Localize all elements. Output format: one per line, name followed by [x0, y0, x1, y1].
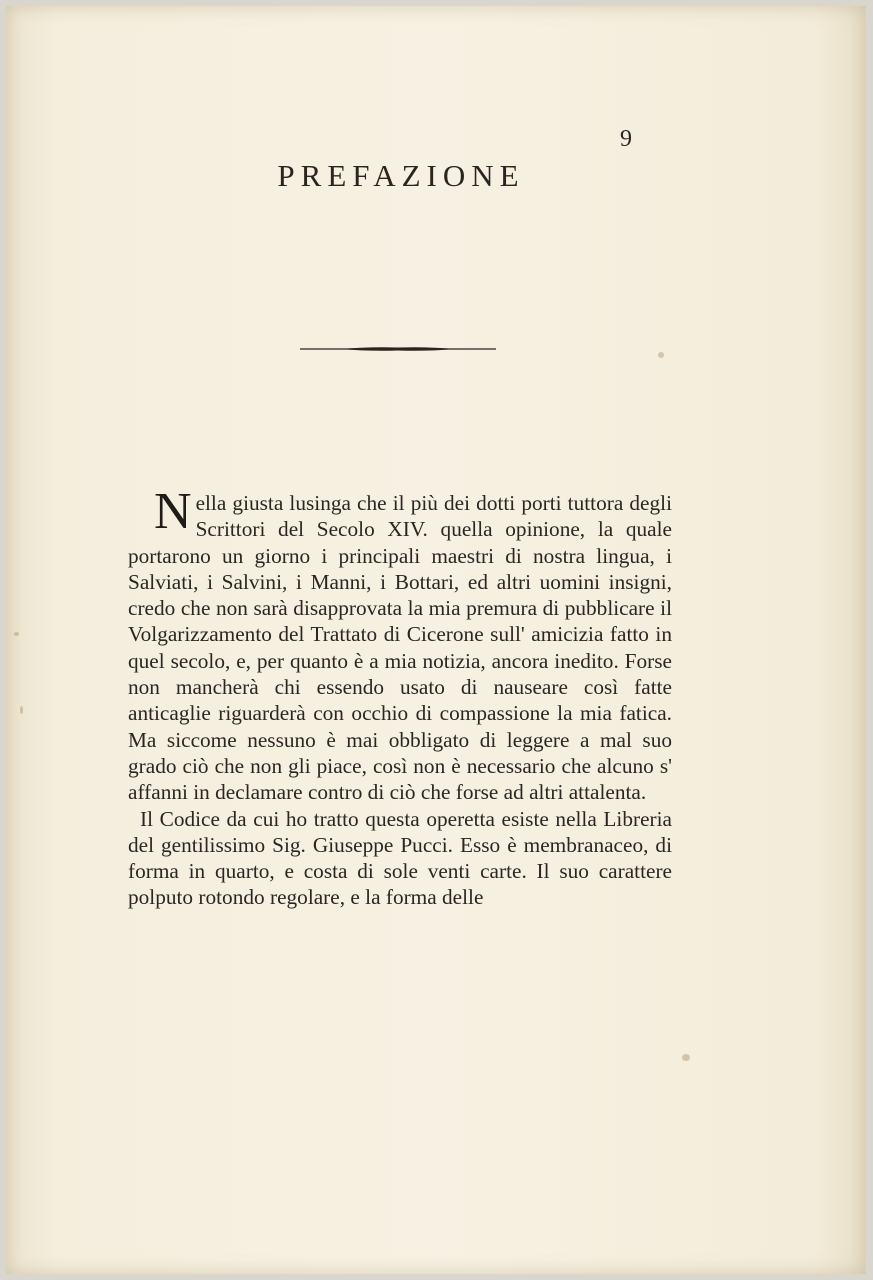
paragraph-second-text: Il Codice da cui ho tratto questa operetta esiste nella Libreria del gentilissimo Sig. Giuseppe Pucci. Esso è membranaceo, di forma in quarto, e costa di sole venti carte. Il suo carattere polputo rotondo regolare, e la forma delle [128, 806, 672, 910]
paper-stain [658, 352, 664, 358]
paragraph-second [128, 806, 672, 911]
paper-stain [14, 632, 19, 636]
body-text [128, 483, 672, 911]
page-number: 9 [620, 126, 632, 152]
ornamental-rule-icon [300, 346, 496, 352]
paragraph-first-text: ella giusta lusinga che il più dei dotti porti tuttora degli Scrittori del Secolo XIV. quella opinione, la quale portarono un giorno i principali maestri di nostra lingua, i Salviati, i Salvini, i Manni, i Bottari, ed altri uomini insigni, credo che non sarà disapprovata la mia premura di pubblicare il Volgarizzamento del Trattato di Cicerone sull' amicizia fatto in quel secolo, e, per quanto è a mia notizia, ancora inedito. Forse non mancherà chi essendo usato di nauseare così fatte anticaglie riguarderà con occhio di compassione la mia fatica. Ma siccome nessuno è mai obbligato di leggere a mal suo grado ciò che non gli piace, così non è necessario che alcuno s' affanni in declamare contro di ciò che forse ad altri attalenta. [128, 491, 672, 805]
paper-stain [682, 1054, 690, 1061]
drop-cap: N [154, 483, 192, 540]
page-title: PREFAZIONE [277, 158, 525, 193]
paragraph-first [128, 483, 672, 806]
paper-stain [20, 706, 23, 714]
document-page [6, 6, 866, 1274]
